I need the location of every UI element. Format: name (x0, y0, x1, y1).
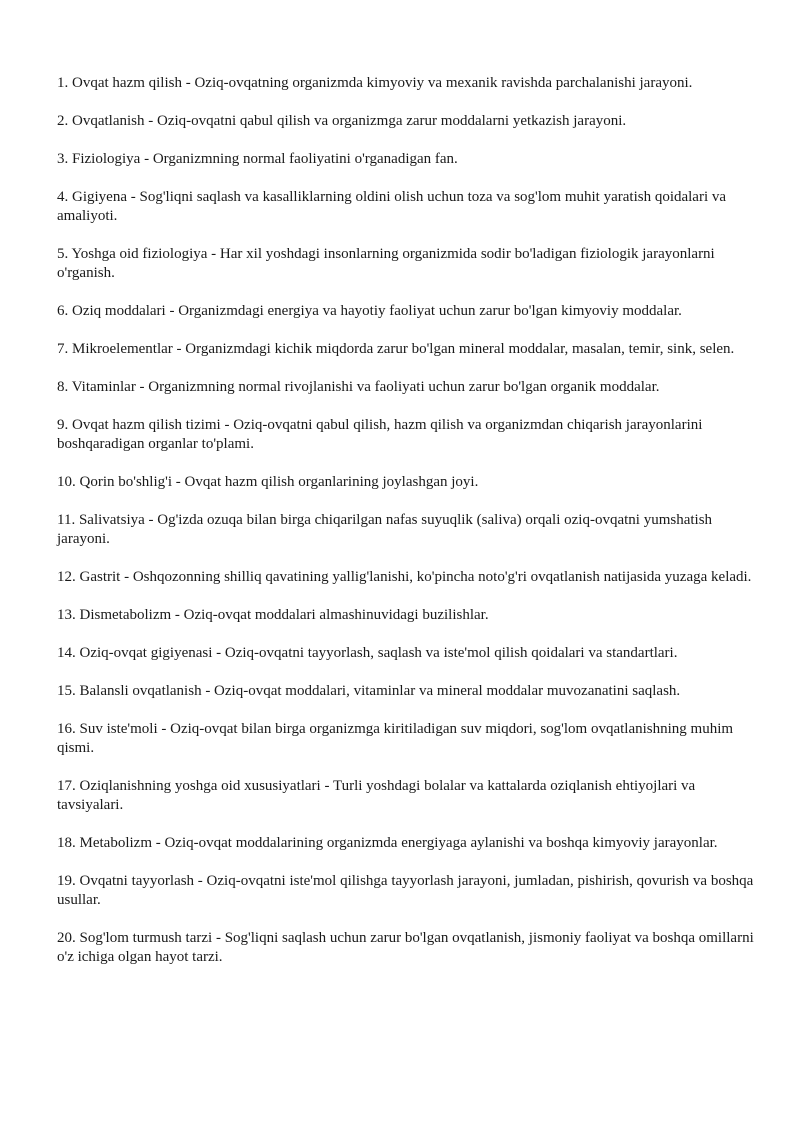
list-item: 12. Gastrit - Oshqozonning shilliq qavatining yallig'lanishi, ko'pincha noto'g'ri ovqatlanish natijasida yuzaga keladi. (57, 569, 752, 585)
list-item: 10. Qorin bo'shlig'i - Ovqat hazm qilish organlarining joylashgan joyi. (57, 474, 479, 490)
list-item: 1. Ovqat hazm qilish - Oziq-ovqatning organizmda kimyoviy va mexanik ravishda parchalanishi jarayoni. (57, 75, 693, 91)
glossary-list (57, 74, 760, 967)
list-item: 16. Suv iste'moli - Oziq-ovqat bilan birga organizmga kiritiladigan suv miqdori, sog'lom ovqatlanishning muhim qismi. (57, 721, 734, 756)
list-item: 9. Ovqat hazm qilish tizimi - Oziq-ovqatni qabul qilish, hazm qilish va organizmdan chiqarish jarayonlarini boshqaradigan organlar to'plami. (57, 417, 703, 452)
list-item: 11. Salivatsiya - Og'izda ozuqa bilan birga chiqarilgan nafas suyuqlik (saliva) orqali oziq-ovqatni yumshatish jarayoni. (57, 512, 713, 547)
list-item: 14. Oziq-ovqat gigiyenasi - Oziq-ovqatni tayyorlash, saqlash va iste'mol qilish qoidalari va standartlari. (57, 645, 678, 661)
list-item: 18. Metabolizm - Oziq-ovqat moddalarining organizmda energiyaga aylanishi va boshqa kimyoviy jarayonlar. (57, 835, 718, 851)
list-item: 13. Dismetabolizm - Oziq-ovqat moddalari almashinuvidagi buzilishlar. (57, 607, 489, 623)
list-item: 5. Yoshga oid fiziologiya - Har xil yoshdagi insonlarning organizmida sodir bo'ladigan fiziologik jarayonlarni o'rganish. (57, 246, 715, 281)
list-item: 8. Vitaminlar - Organizmning normal rivojlanishi va faoliyati uchun zarur bo'lgan organik moddalar. (57, 379, 660, 395)
list-item: 4. Gigiyena - Sog'liqni saqlash va kasalliklarning oldini olish uchun toza va sog'lom muhit yaratish qoidalari va amaliyoti. (57, 189, 727, 224)
list-item: 3. Fiziologiya - Organizmning normal faoliyatini o'rganadigan fan. (57, 151, 458, 167)
list-item: 15. Balansli ovqatlanish - Oziq-ovqat moddalari, vitaminlar va mineral moddalar muvozanatini saqlash. (57, 683, 681, 699)
list-item: 2. Ovqatlanish - Oziq-ovqatni qabul qilish va organizmga zarur moddalarni yetkazish jarayoni. (57, 113, 627, 129)
list-item: 7. Mikroelementlar - Organizmdagi kichik miqdorda zarur bo'lgan mineral moddalar, masalan, temir, sink, selen. (57, 341, 735, 357)
list-item: 17. Oziqlanishning yoshga oid xususiyatlari - Turli yoshdagi bolalar va kattalarda oziqlanish ehtiyojlari va tavsiyalari. (57, 778, 696, 813)
list-item: 20. Sog'lom turmush tarzi - Sog'liqni saqlash uchun zarur bo'lgan ovqatlanish, jismoniy faoliyat va boshqa omillarni o'z ichiga olgan hayot tarzi. (57, 930, 754, 965)
list-item: 6. Oziq moddalari - Organizmdagi energiya va hayotiy faoliyat uchun zarur bo'lgan kimyoviy moddalar. (57, 303, 682, 319)
list-item: 19. Ovqatni tayyorlash - Oziq-ovqatni iste'mol qilishga tayyorlash jarayoni, jumladan, pishirish, qovurish va boshqa usullar. (57, 873, 754, 908)
